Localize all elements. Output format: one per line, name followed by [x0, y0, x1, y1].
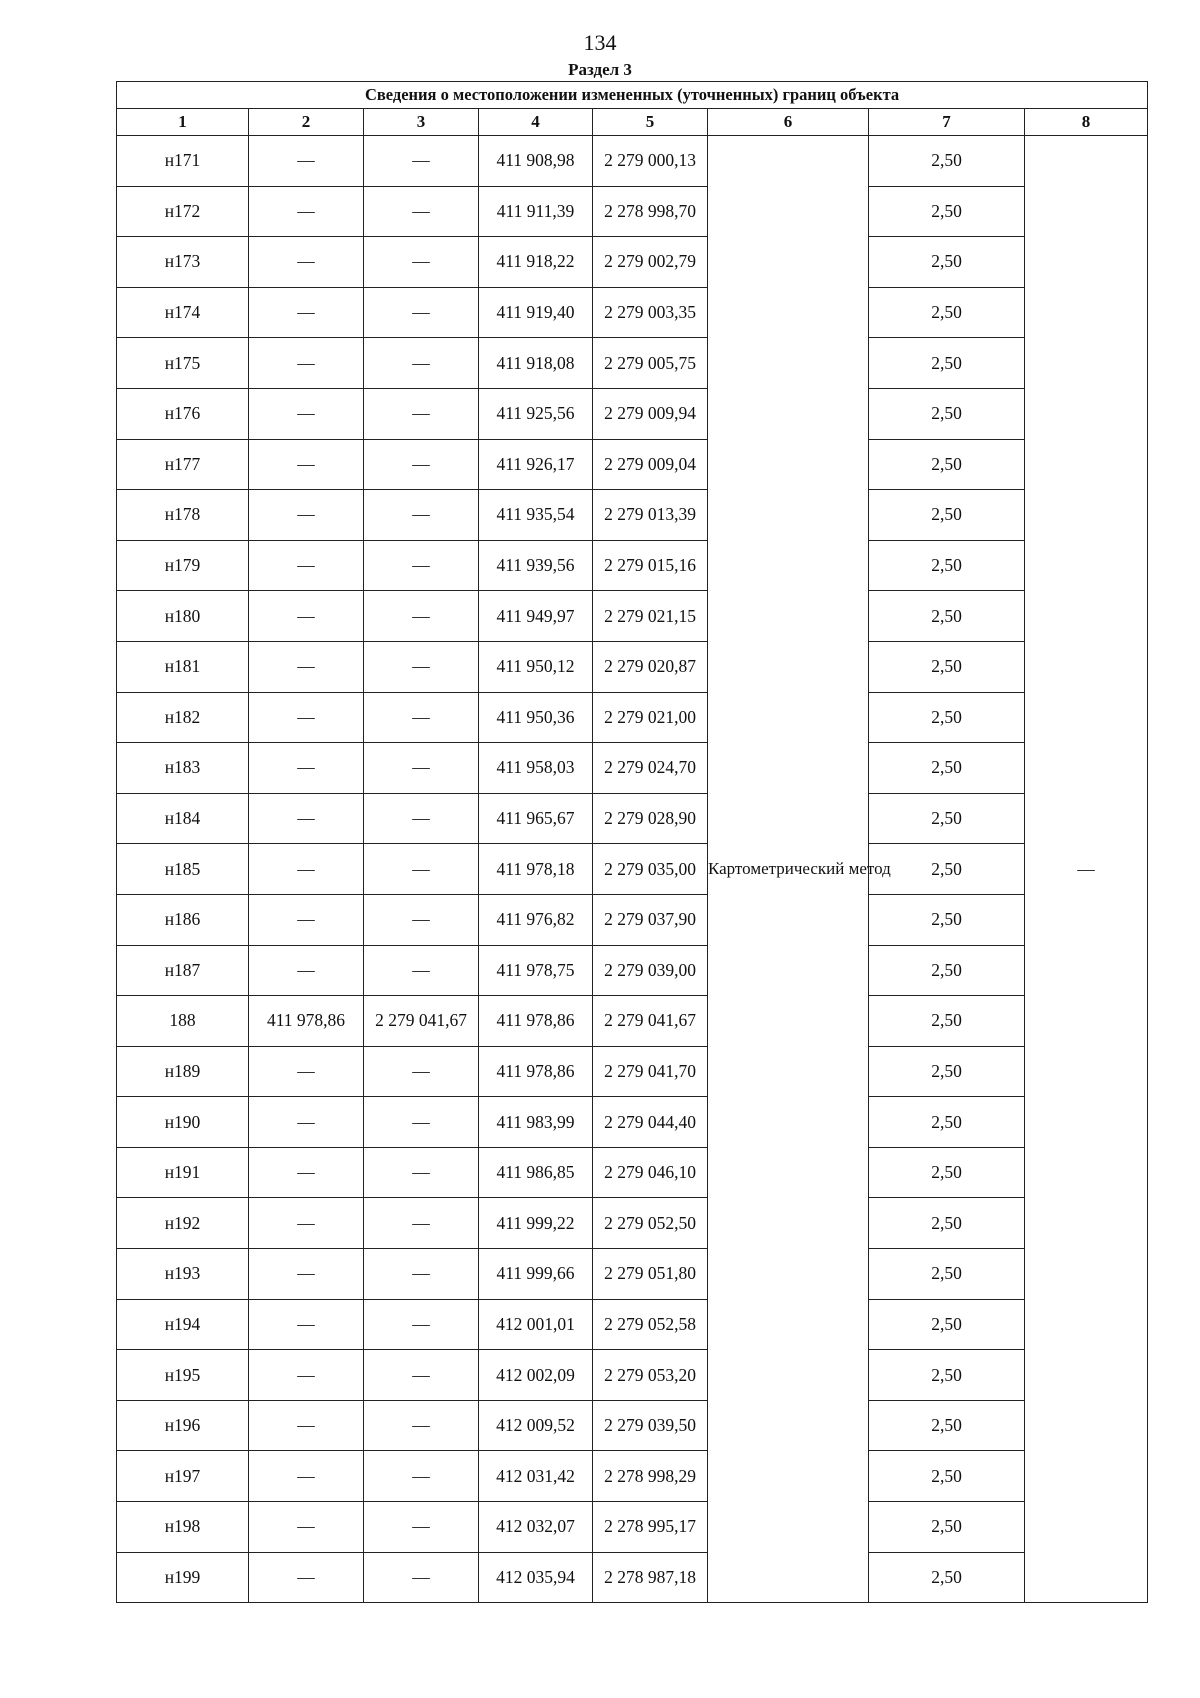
cell-x-old: —: [249, 1198, 364, 1249]
cell-x-old: —: [249, 1350, 364, 1401]
cell-x-old: —: [249, 1147, 364, 1198]
cell-point: н186: [117, 894, 249, 945]
table-row: [117, 1350, 1148, 1401]
cell-y-new: 2 279 003,35: [593, 287, 708, 338]
cell-accuracy: 2,50: [869, 490, 1025, 541]
cell-y-old: —: [364, 641, 479, 692]
cell-y-old: —: [364, 844, 479, 895]
column-header: 8: [1025, 109, 1148, 136]
column-header: 5: [593, 109, 708, 136]
cell-y-new: 2 279 021,00: [593, 692, 708, 743]
cell-x-new: 411 911,39: [479, 186, 593, 237]
cell-accuracy: 2,50: [869, 1198, 1025, 1249]
cell-x-new: 411 926,17: [479, 439, 593, 490]
cell-accuracy: 2,50: [869, 591, 1025, 642]
cell-point: н187: [117, 945, 249, 996]
cell-y-new: 2 279 037,90: [593, 894, 708, 945]
cell-accuracy: 2,50: [869, 641, 1025, 692]
cell-point: н195: [117, 1350, 249, 1401]
cell-accuracy: 2,50: [869, 1147, 1025, 1198]
cell-accuracy: 2,50: [869, 996, 1025, 1047]
cell-y-new: 2 279 052,50: [593, 1198, 708, 1249]
cell-point: н174: [117, 287, 249, 338]
table-row: [117, 945, 1148, 996]
cell-point: н173: [117, 237, 249, 288]
cell-y-new: 2 279 044,40: [593, 1097, 708, 1148]
cell-point: н190: [117, 1097, 249, 1148]
cell-y-old: —: [364, 186, 479, 237]
table-row: [117, 641, 1148, 692]
cell-accuracy: 2,50: [869, 1400, 1025, 1451]
cell-point: н199: [117, 1552, 249, 1603]
table-row: [117, 287, 1148, 338]
cell-x-old: —: [249, 793, 364, 844]
table-row: [117, 692, 1148, 743]
cell-x-new: 411 958,03: [479, 743, 593, 794]
cell-x-new: 411 999,66: [479, 1249, 593, 1300]
table-row: [117, 1249, 1148, 1300]
cell-x-new: 411 919,40: [479, 287, 593, 338]
cell-x-old: —: [249, 1451, 364, 1502]
cell-y-new: 2 279 039,00: [593, 945, 708, 996]
cell-y-old: —: [364, 136, 479, 187]
cell-x-old: —: [249, 1400, 364, 1451]
table-row: [117, 793, 1148, 844]
cell-x-old: —: [249, 844, 364, 895]
table-row: [117, 1451, 1148, 1502]
cell-y-old: —: [364, 490, 479, 541]
cell-point: н181: [117, 641, 249, 692]
cell-x-old: —: [249, 1097, 364, 1148]
table-row: [117, 996, 1148, 1047]
table-row: [117, 388, 1148, 439]
cell-point: н185: [117, 844, 249, 895]
cell-x-old: —: [249, 388, 364, 439]
cell-y-new: 2 279 028,90: [593, 793, 708, 844]
cell-y-old: —: [364, 1249, 479, 1300]
cell-y-new: 2 279 046,10: [593, 1147, 708, 1198]
table-row: [117, 1552, 1148, 1603]
cell-point: н183: [117, 743, 249, 794]
cell-y-new: 2 279 039,50: [593, 1400, 708, 1451]
column-header: 4: [479, 109, 593, 136]
cell-point: н177: [117, 439, 249, 490]
cell-accuracy: 2,50: [869, 237, 1025, 288]
cell-x-new: 411 950,36: [479, 692, 593, 743]
table-row: [117, 237, 1148, 288]
cell-x-new: 411 965,67: [479, 793, 593, 844]
cell-y-new: 2 279 041,67: [593, 996, 708, 1047]
cell-x-old: —: [249, 743, 364, 794]
cell-y-new: 2 278 998,70: [593, 186, 708, 237]
cell-x-new: 411 935,54: [479, 490, 593, 541]
cell-accuracy: 2,50: [869, 1249, 1025, 1300]
cell-x-old: —: [249, 894, 364, 945]
cell-point: н184: [117, 793, 249, 844]
cell-point: н193: [117, 1249, 249, 1300]
cell-y-new: 2 279 000,13: [593, 136, 708, 187]
cell-point: н176: [117, 388, 249, 439]
table-row: [117, 490, 1148, 541]
cell-x-old: —: [249, 641, 364, 692]
cell-point: н197: [117, 1451, 249, 1502]
cell-x-new: 411 908,98: [479, 136, 593, 187]
cell-y-old: —: [364, 591, 479, 642]
boundary-coordinates-table: [116, 81, 1148, 1603]
cell-y-old: —: [364, 1451, 479, 1502]
cell-x-old: —: [249, 1552, 364, 1603]
cell-x-new: 412 002,09: [479, 1350, 593, 1401]
cell-x-old: —: [249, 945, 364, 996]
cell-x-old: —: [249, 540, 364, 591]
table-row: [117, 1147, 1148, 1198]
cell-x-new: 411 918,08: [479, 338, 593, 389]
cell-y-new: 2 279 035,00: [593, 844, 708, 895]
cell-accuracy: 2,50: [869, 1350, 1025, 1401]
cell-x-old: —: [249, 1299, 364, 1350]
cell-y-old: 2 279 041,67: [364, 996, 479, 1047]
cell-x-old: —: [249, 1249, 364, 1300]
cell-x-new: 411 983,99: [479, 1097, 593, 1148]
cell-y-old: —: [364, 540, 479, 591]
cell-y-old: —: [364, 1097, 479, 1148]
cell-accuracy: 2,50: [869, 1299, 1025, 1350]
cell-x-new: 411 950,12: [479, 641, 593, 692]
cell-y-old: —: [364, 388, 479, 439]
cell-x-new: 411 939,56: [479, 540, 593, 591]
cell-x-new: 412 035,94: [479, 1552, 593, 1603]
cell-x-old: —: [249, 136, 364, 187]
cell-accuracy: 2,50: [869, 186, 1025, 237]
column-header: 1: [117, 109, 249, 136]
cell-y-old: —: [364, 237, 479, 288]
cell-accuracy: 2,50: [869, 1046, 1025, 1097]
cell-y-old: —: [364, 439, 479, 490]
cell-point: н179: [117, 540, 249, 591]
cell-x-new: 411 978,86: [479, 1046, 593, 1097]
cell-y-new: 2 279 013,39: [593, 490, 708, 541]
table-row: [117, 1097, 1148, 1148]
table-row: [117, 439, 1148, 490]
cell-y-new: 2 278 995,17: [593, 1502, 708, 1553]
cell-x-new: 411 925,56: [479, 388, 593, 439]
cell-x-old: —: [249, 490, 364, 541]
cell-point: н192: [117, 1198, 249, 1249]
table-row: [117, 1046, 1148, 1097]
column-header: 2: [249, 109, 364, 136]
cell-point: н180: [117, 591, 249, 642]
cell-y-new: 2 279 009,94: [593, 388, 708, 439]
cell-y-old: —: [364, 894, 479, 945]
cell-y-new: 2 279 002,79: [593, 237, 708, 288]
cell-accuracy: 2,50: [869, 439, 1025, 490]
table-row: [117, 1502, 1148, 1553]
cell-y-old: —: [364, 338, 479, 389]
cell-x-old: —: [249, 1502, 364, 1553]
cell-method: Картометрический метод: [708, 136, 869, 1603]
table-row: [117, 186, 1148, 237]
cell-y-new: 2 279 051,80: [593, 1249, 708, 1300]
column-header-row: [117, 109, 1148, 136]
cell-x-old: —: [249, 1046, 364, 1097]
column-header: 6: [708, 109, 869, 136]
cell-x-old: —: [249, 186, 364, 237]
cell-point: н182: [117, 692, 249, 743]
table-row: [117, 1400, 1148, 1451]
cell-x-new: 412 009,52: [479, 1400, 593, 1451]
cell-y-old: —: [364, 1552, 479, 1603]
cell-y-new: 2 278 987,18: [593, 1552, 708, 1603]
cell-x-new: 411 999,22: [479, 1198, 593, 1249]
cell-x-old: 411 978,86: [249, 996, 364, 1047]
page-number: 134: [583, 30, 617, 55]
cell-y-new: 2 279 053,20: [593, 1350, 708, 1401]
table-row: [117, 1299, 1148, 1350]
table-row: [117, 894, 1148, 945]
cell-point: 188: [117, 996, 249, 1047]
cell-y-old: —: [364, 743, 479, 794]
section-title: Раздел 3: [568, 60, 632, 79]
table-row: [117, 844, 1148, 895]
cell-y-new: 2 279 005,75: [593, 338, 708, 389]
cell-accuracy: 2,50: [869, 287, 1025, 338]
cell-x-new: 411 986,85: [479, 1147, 593, 1198]
cell-point: н171: [117, 136, 249, 187]
cell-x-old: —: [249, 439, 364, 490]
cell-y-new: 2 279 020,87: [593, 641, 708, 692]
cell-accuracy: 2,50: [869, 692, 1025, 743]
cell-x-old: —: [249, 287, 364, 338]
cell-x-old: —: [249, 692, 364, 743]
cell-y-old: —: [364, 1299, 479, 1350]
cell-x-new: 412 031,42: [479, 1451, 593, 1502]
column-header: 7: [869, 109, 1025, 136]
cell-y-new: 2 279 015,16: [593, 540, 708, 591]
cell-x-old: —: [249, 591, 364, 642]
cell-accuracy: 2,50: [869, 743, 1025, 794]
cell-point: н194: [117, 1299, 249, 1350]
cell-accuracy: 2,50: [869, 388, 1025, 439]
cell-point: н196: [117, 1400, 249, 1451]
cell-y-old: —: [364, 287, 479, 338]
cell-y-old: —: [364, 1350, 479, 1401]
cell-y-old: —: [364, 1502, 479, 1553]
cell-accuracy: 2,50: [869, 1502, 1025, 1553]
cell-x-new: 411 949,97: [479, 591, 593, 642]
cell-point: н189: [117, 1046, 249, 1097]
cell-x-new: 411 978,18: [479, 844, 593, 895]
cell-y-old: —: [364, 793, 479, 844]
cell-x-old: —: [249, 338, 364, 389]
column-header: 3: [364, 109, 479, 136]
cell-y-new: 2 279 024,70: [593, 743, 708, 794]
cell-column-8: —: [1025, 136, 1148, 1603]
table-row: [117, 136, 1148, 187]
cell-accuracy: 2,50: [869, 844, 1025, 895]
cell-accuracy: 2,50: [869, 793, 1025, 844]
cell-accuracy: 2,50: [869, 136, 1025, 187]
cell-y-new: 2 279 041,70: [593, 1046, 708, 1097]
cell-x-new: 411 918,22: [479, 237, 593, 288]
cell-x-new: 411 976,82: [479, 894, 593, 945]
cell-x-old: —: [249, 237, 364, 288]
cell-accuracy: 2,50: [869, 1097, 1025, 1148]
table-body: [117, 136, 1148, 1603]
cell-accuracy: 2,50: [869, 1451, 1025, 1502]
cell-accuracy: 2,50: [869, 338, 1025, 389]
table-caption: Сведения о местоположении измененных (уточненных) границ объекта: [117, 82, 1148, 109]
cell-x-new: 412 032,07: [479, 1502, 593, 1553]
cell-y-new: 2 279 052,58: [593, 1299, 708, 1350]
cell-accuracy: 2,50: [869, 540, 1025, 591]
cell-x-new: 412 001,01: [479, 1299, 593, 1350]
cell-y-old: —: [364, 945, 479, 996]
cell-y-new: 2 278 998,29: [593, 1451, 708, 1502]
cell-accuracy: 2,50: [869, 945, 1025, 996]
table-row: [117, 743, 1148, 794]
table-row: [117, 591, 1148, 642]
cell-y-old: —: [364, 1046, 479, 1097]
table-row: [117, 1198, 1148, 1249]
cell-x-new: 411 978,75: [479, 945, 593, 996]
table-row: [117, 338, 1148, 389]
cell-point: н178: [117, 490, 249, 541]
cell-y-old: —: [364, 1147, 479, 1198]
cell-y-new: 2 279 009,04: [593, 439, 708, 490]
table-row: [117, 540, 1148, 591]
cell-point: н172: [117, 186, 249, 237]
cell-accuracy: 2,50: [869, 1552, 1025, 1603]
cell-accuracy: 2,50: [869, 894, 1025, 945]
cell-x-new: 411 978,86: [479, 996, 593, 1047]
cell-y-old: —: [364, 692, 479, 743]
cell-y-new: 2 279 021,15: [593, 591, 708, 642]
cell-point: н198: [117, 1502, 249, 1553]
cell-y-old: —: [364, 1198, 479, 1249]
cell-point: н191: [117, 1147, 249, 1198]
cell-point: н175: [117, 338, 249, 389]
cell-y-old: —: [364, 1400, 479, 1451]
